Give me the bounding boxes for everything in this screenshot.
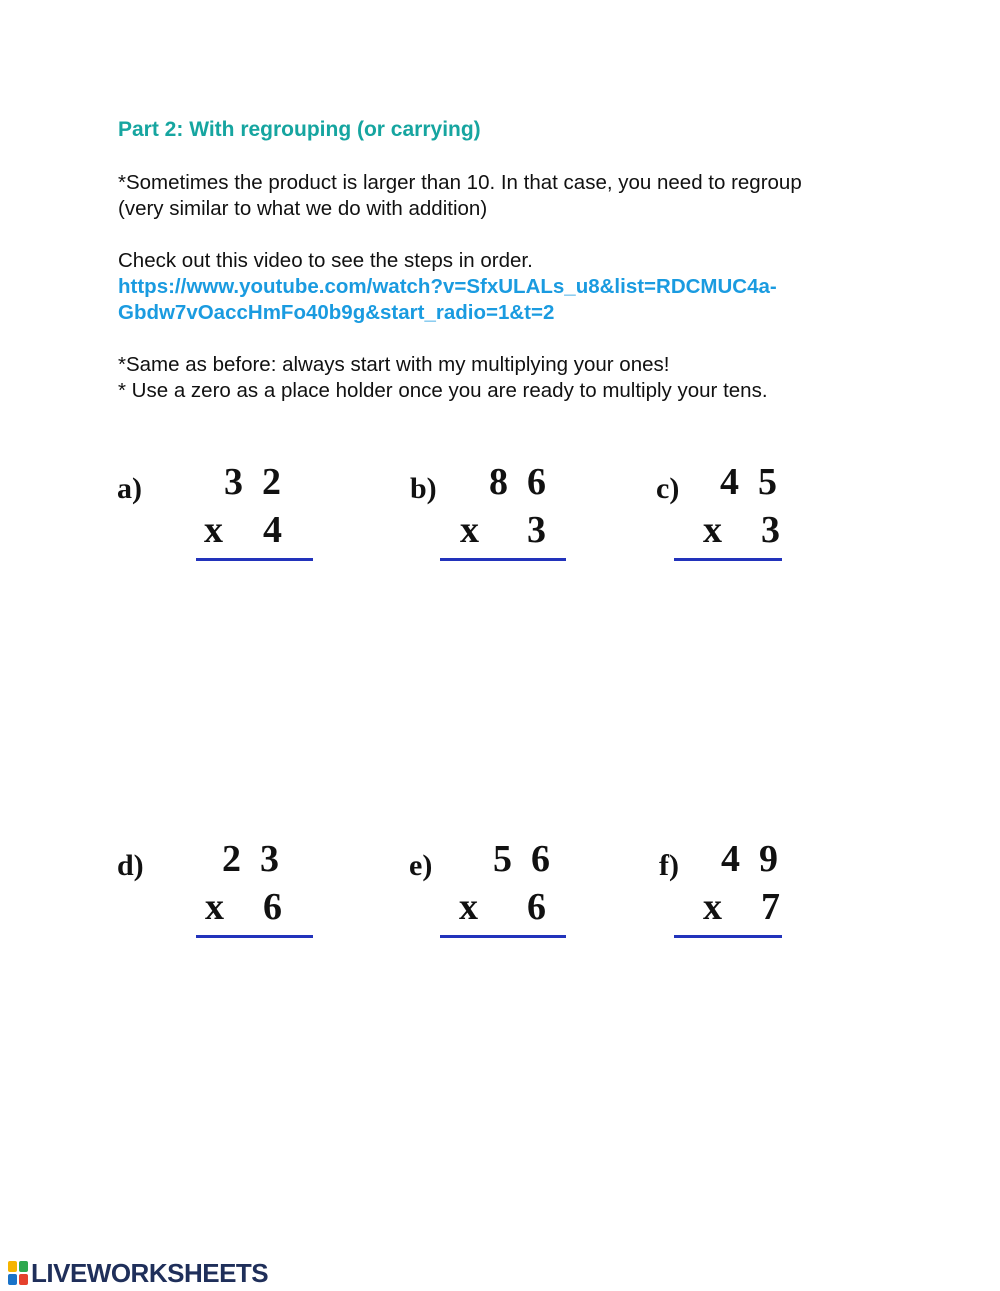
problem-multiplier: 7 [761,886,780,928]
intro-line-1: *Sometimes the product is larger than 10. In that case, you need to regroup [118,171,802,194]
problem-top-number: 4 5 [720,461,777,503]
video-text: Check out this video to see the steps in order. [118,249,533,272]
problem-d [117,837,347,937]
problem-c [656,460,886,560]
video-link-line-2[interactable]: Gbdw7vOaccHmFo40b9g&start_radio=1&t=2 [118,301,555,324]
problem-answer-line [196,508,313,561]
problem-top-number: 5 6 [493,838,550,880]
multiply-sign: x [204,509,223,551]
problem-top-number: 2 3 [222,838,279,880]
problem-multiplier: 6 [527,886,546,928]
intro-line-2: (very similar to what we do with addition) [118,197,488,220]
problem-label: a) [117,472,142,505]
problem-answer-line [674,885,782,938]
liveworksheets-logo [8,1258,268,1288]
problem-f [659,837,889,937]
problem-multiplier: 3 [761,509,780,551]
multiply-sign: x [205,886,224,928]
liveworksheets-logo-icon [8,1261,28,1285]
video-link-line-1[interactable]: https://www.youtube.com/watch?v=SfxULALs_u8&list=RDCMUC4a- [118,275,777,298]
problem-answer-line [674,508,782,561]
problem-label: b) [410,472,437,505]
logo-text: LIVEWORKSHEETS [31,1257,269,1288]
problem-multiplier: 4 [263,509,282,551]
note-line-1: *Same as before: always start with my multiplying your ones! [118,353,670,376]
problem-e [409,837,639,937]
note-line-2: * Use a zero as a place holder once you are ready to multiply your tens. [118,379,768,402]
section-heading: Part 2: With regrouping (or carrying) [118,118,481,141]
multiply-sign: x [703,509,722,551]
problem-label: d) [117,849,144,882]
problem-a [117,460,347,560]
problem-top-number: 4 9 [721,838,778,880]
problem-answer-line [440,508,566,561]
notes-text [118,352,768,404]
multiply-sign: x [459,886,478,928]
problem-label: c) [656,472,680,505]
multiply-sign: x [460,509,479,551]
intro-text [118,170,802,222]
problem-label: e) [409,849,433,882]
problem-top-number: 8 6 [489,461,546,503]
problem-label: f) [659,849,679,882]
problem-answer-line [196,885,313,938]
video-link[interactable] [118,274,777,326]
problem-b [410,460,640,560]
problem-answer-line [440,885,566,938]
problem-top-number: 3 2 [224,461,281,503]
problem-multiplier: 3 [527,509,546,551]
problem-multiplier: 6 [263,886,282,928]
multiply-sign: x [703,886,722,928]
